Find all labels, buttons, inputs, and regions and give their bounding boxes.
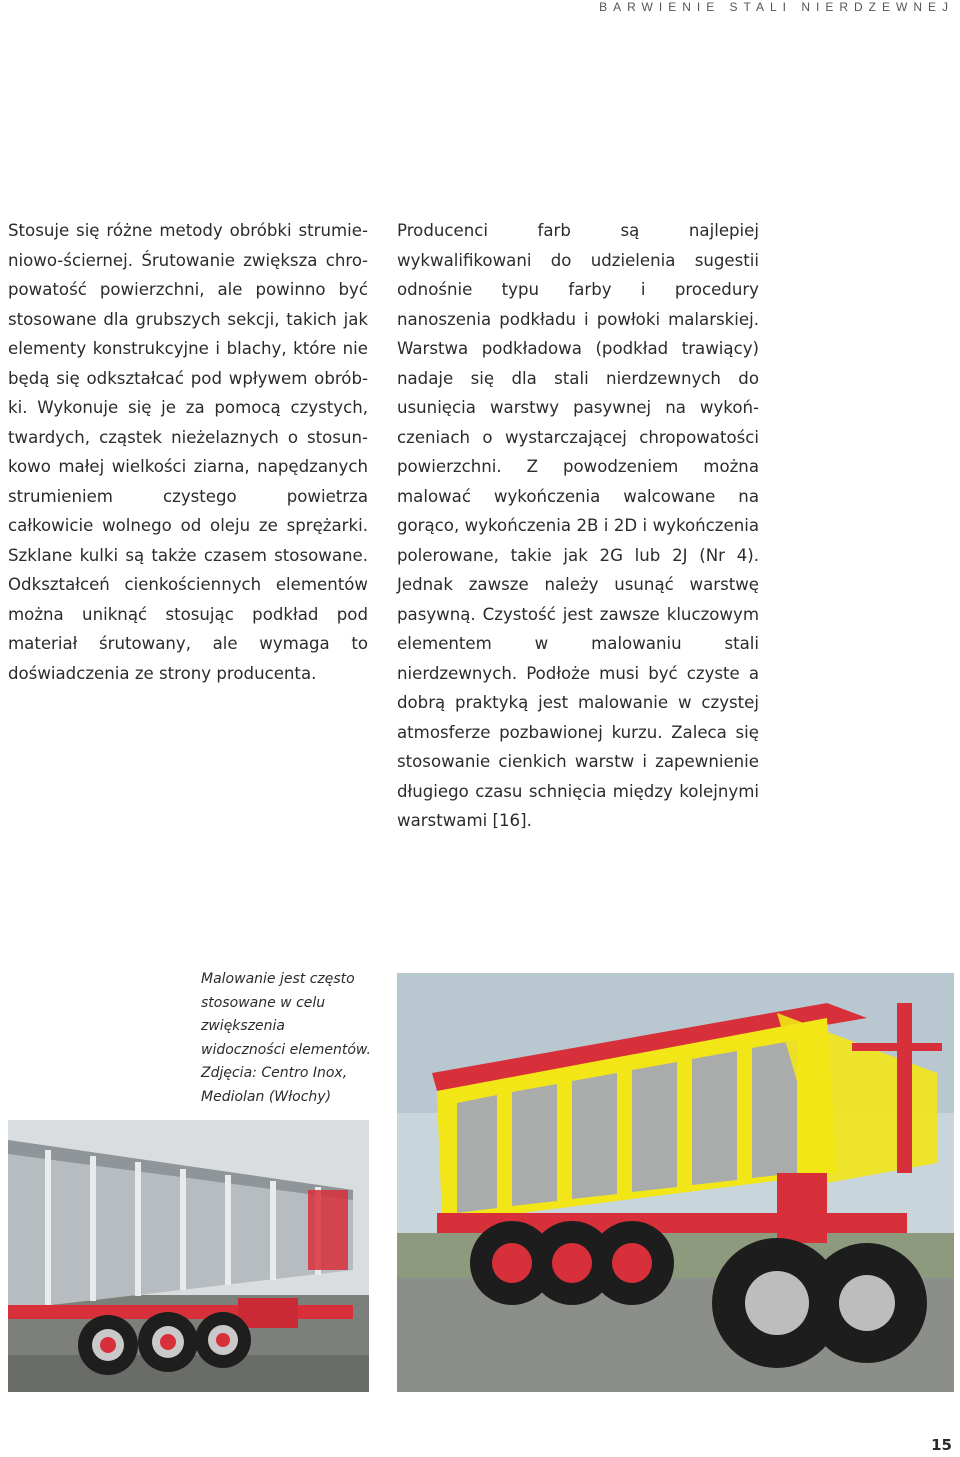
- right-paragraph: Producenci farb są najlepiej wykwalifikowani do udzielenia sugestii odnośnie typu farby i procedury nanoszenia podkładu i powłoki malarskiej. Warstwa podkładowa (podkład trawiący) nadaje się dla stali nierdzewnych do usunięcia warstwy pasywnej na wykończeniach o wystarczającej chropowatości powierzchni. Z powodzeniem można malować wykończenia walcowane na gorąco, wykończenia 2B i 2D i wykończenia polerowane, takie jak 2G lub 2J (Nr 4). Jednak zawsze należy usunąć warstwę pasywną. Czystość jest zawsze kluczowym elementem w malowaniu stali nierdzewnych. Podłoże musi być czyste a dobrą praktyką jest malowanie w czystej atmosferze pozbawionej kurzu. Zaleca się stosowanie cienkich warstw i zapewnienie długiego czasu schnięcia między kolejnymi warstwami [16].: [397, 221, 759, 830]
- yellow-tipper-trailer-photo-icon: [397, 973, 954, 1392]
- page-number: 15: [931, 1436, 952, 1454]
- left-paragraph: Stosuje się różne metody obróbki strumieniowo-ściernej. Śrutowanie zwiększa chropowatość powierzchni, ale powinno być stosowane dla grubszych sekcji, takich jak elementy konstrukcyjne i blachy, które nie będą się odkształcać pod wpływem obróbki. Wykonuje się je za pomocą czystych, twardych, cząstek nieżelaznych o stosunkowo małej wielkości ziarna, napędzanych strumieniem czystego powietrza całkowicie wolnego od oleju ze sprężarki. Szklane kulki są także czasem stosowane. Odkształceń cienkościennych elementów można uniknąć stosując podkład pod materiał śrutowany, ale wymaga to doświadczenia ze strony producenta.: [8, 221, 368, 683]
- figure-caption: Malowanie jest często stosowane w celu zwiększenia widoczności elementów. Zdjęcia: Centro Inox, Mediolan (Włochy): [201, 971, 371, 1105]
- running-header: BARWIENIE STALI NIERDZEWNEJ: [599, 0, 954, 14]
- right-text-column: [397, 216, 759, 836]
- silver-tipper-trailer-photo-icon: [8, 1120, 369, 1392]
- left-text-column: [8, 216, 368, 688]
